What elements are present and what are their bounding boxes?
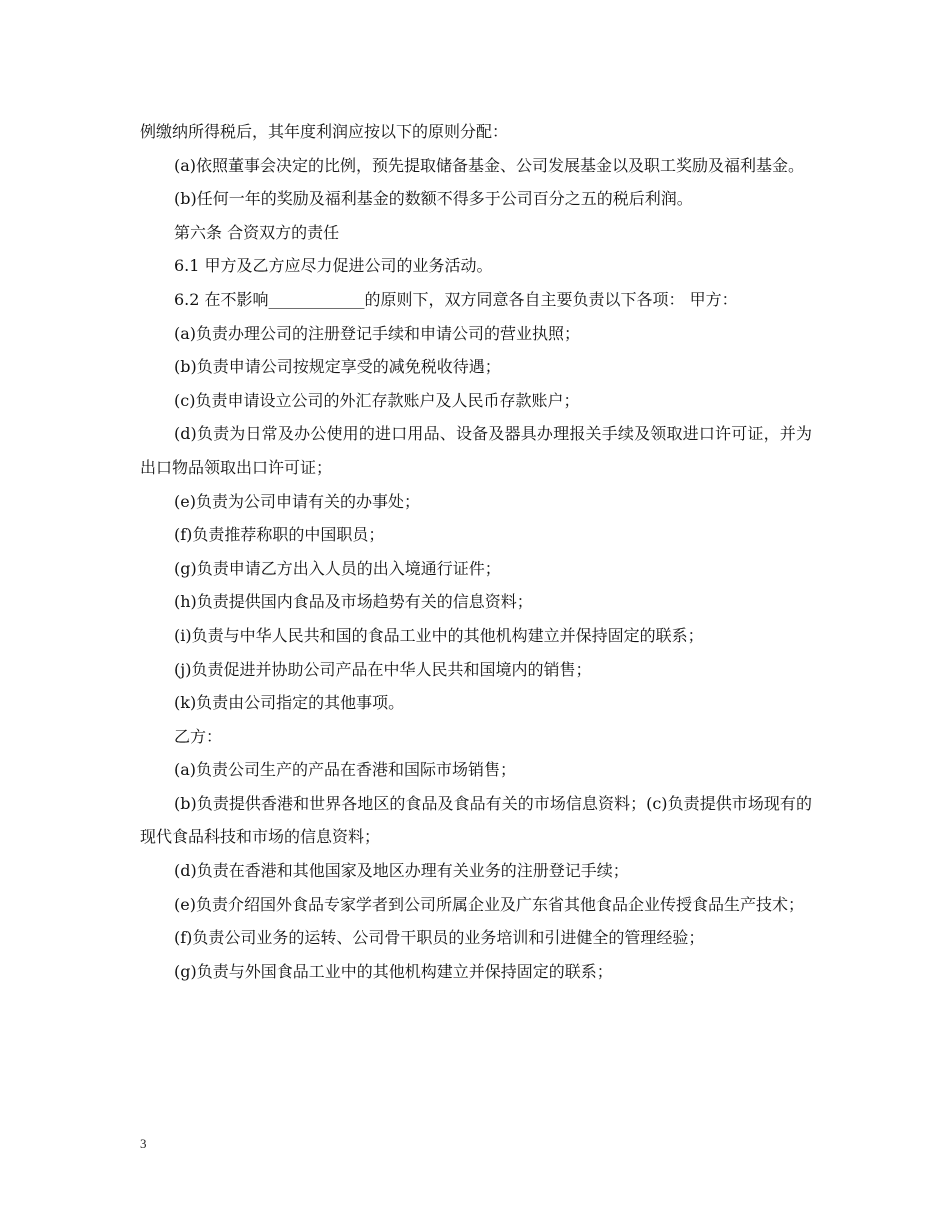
clause-6-2: 6.2 在不影响____________的原则下，双方同意各自主要负责以下各项： 甲方： [174, 289, 738, 309]
party-b-item-g: (g)负责与外国食品工业中的其他机构建立并保持固定的联系； [174, 961, 613, 981]
party-b-item-a: (a)负责公司生产的产品在香港和国际市场销售； [174, 760, 517, 780]
party-b-heading: 乙方： [174, 726, 223, 746]
party-a-item-g: (g)负责申请乙方出入人员的出入境通行证件； [174, 558, 501, 578]
paragraph-2: (a)依照董事会决定的比例，预先提取储备基金、公司发展基金以及职工奖励及福利基金。 [174, 155, 805, 175]
paragraph-1: 例缴纳所得税后，其年度利润应按以下的原则分配： [140, 122, 509, 141]
party-a-item-h: (h)负责提供国内食品及市场趋势有关的信息资料； [174, 592, 533, 612]
party-a-item-b: (b)负责申请公司按规定享受的减免税收待遇； [174, 357, 501, 377]
paragraph-3: (b)任何一年的奖励及福利基金的数额不得多于公司百分之五的税后利润。 [174, 189, 693, 209]
party-a-item-a: (a)负责办理公司的注册登记手续和申请公司的营业执照； [174, 323, 581, 343]
clause-6-1: 6.1 甲方及乙方应尽力促进公司的业务活动。 [174, 256, 493, 276]
document-body [140, 115, 812, 988]
page-number: 3 [140, 1136, 147, 1151]
party-a-item-f: (f)负责推荐称职的中国职员； [174, 525, 385, 545]
party-b-item-d: (d)负责在香港和其他国家及地区办理有关业务的注册登记手续； [174, 861, 629, 881]
party-b-item-f: (f)负责公司业务的运转、公司骨干职员的业务培训和引进健全的管理经验； [174, 928, 705, 948]
party-a-item-j: (j)负责促进并协助公司产品在中华人民共和国境内的销售； [174, 659, 592, 679]
section-heading: 第六条 合资双方的责任 [174, 222, 340, 242]
party-b-item-b-c: (b)负责提供香港和世界各地区的食品及食品有关的市场信息资料；(c)负责提供市场现有的现代食品科技和市场的信息资料； [140, 793, 812, 847]
party-b-item-e: (e)负责介绍国外食品专家学者到公司所属企业及广东省其他食品企业传授食品生产技术； [174, 894, 804, 914]
party-a-item-i: (i)负责与中华人民共和国的食品工业中的其他机构建立并保持固定的联系； [174, 625, 704, 645]
party-a-item-e: (e)负责为公司申请有关的办事处； [174, 491, 420, 511]
party-a-item-k: (k)负责由公司指定的其他事项。 [174, 693, 405, 713]
party-a-item-c: (c)负责申请设立公司的外汇存款账户及人民币存款账户； [174, 390, 580, 410]
party-a-item-d: (d)负责为日常及办公使用的进口用品、设备及器具办理报关手续及领取进口许可证，并为出口物品领取出口许可证； [140, 424, 812, 477]
